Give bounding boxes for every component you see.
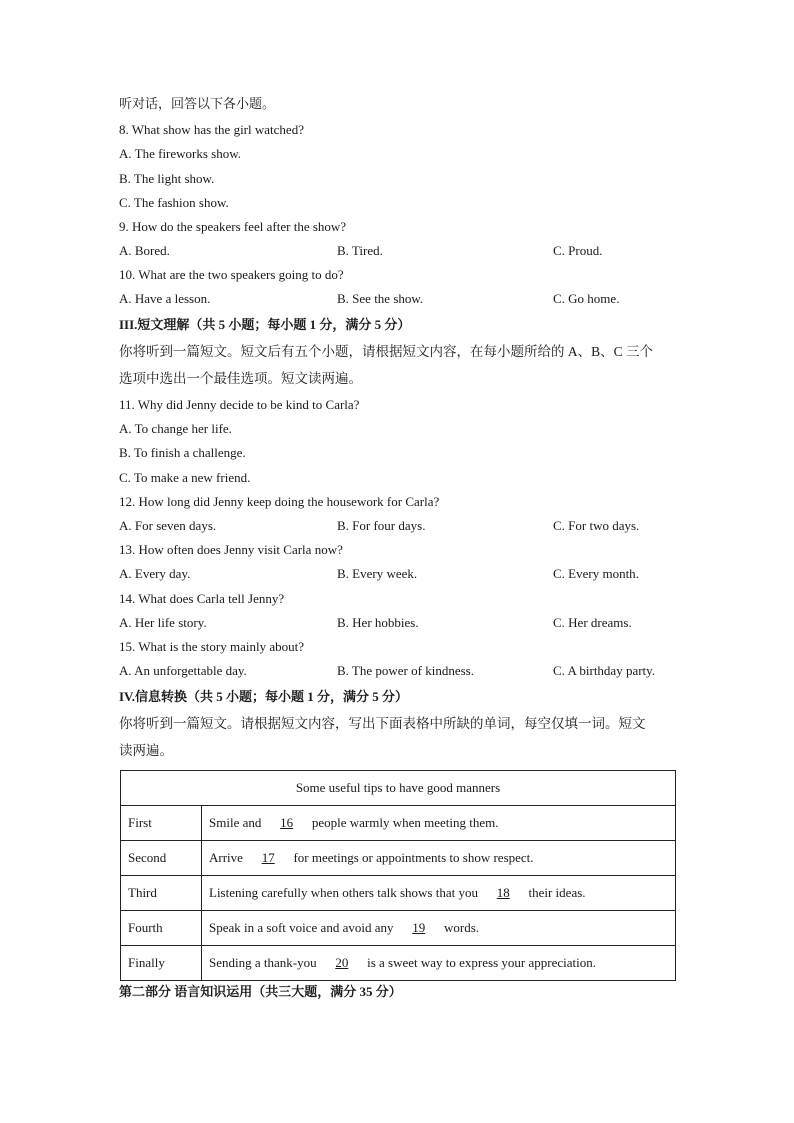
options-14 (119, 614, 679, 632)
options-13 (119, 565, 679, 583)
option-8a: A. The fireworks show. (119, 146, 242, 161)
table-row (121, 911, 676, 946)
section-4-intro-line1: 你将听到一篇短文。请根据短文内容，写出下面表格中所缺的单词，每空仅填一词。短文 (119, 716, 646, 731)
row-label: Third (121, 876, 202, 911)
section-4-intro-line2: 读两遍。 (119, 743, 173, 758)
options-10 (119, 290, 679, 308)
table-title: Some useful tips to have good manners (121, 771, 676, 806)
row-text-after: words. (443, 920, 480, 935)
row-content (202, 911, 676, 946)
question-10: 10. What are the two speakers going to do? (119, 267, 344, 282)
row-label: First (121, 806, 202, 841)
option-8b: B. The light show. (119, 171, 215, 186)
tips-table (120, 770, 676, 981)
option-12b: B. For four days. (337, 518, 426, 533)
answer-blank-19[interactable]: 19 (412, 920, 426, 935)
answer-blank-17[interactable]: 17 (261, 850, 275, 865)
answer-blank-20[interactable]: 20 (335, 955, 349, 970)
row-content (202, 806, 676, 841)
options-9 (119, 242, 679, 260)
option-11a: A. To change her life. (119, 421, 232, 436)
row-text-after: is a sweet way to express your appreciation. (367, 955, 596, 970)
option-14c: C. Her dreams. (553, 615, 632, 630)
option-8c: C. The fashion show. (119, 195, 229, 210)
answer-blank-18[interactable]: 18 (496, 885, 510, 900)
row-label: Second (121, 841, 202, 876)
section-3-intro-line2: 选项中选出一个最佳选项。短文读两遍。 (119, 371, 362, 386)
row-content (202, 876, 676, 911)
option-10c: C. Go home. (553, 291, 620, 306)
section-3-intro-line1: 你将听到一篇短文。短文后有五个小题，请根据短文内容，在每小题所给的 A、B、C 三个 (119, 344, 654, 359)
option-11b: B. To finish a challenge. (119, 445, 246, 460)
question-11: 11. Why did Jenny decide to be kind to Carla? (119, 397, 360, 412)
row-label: Finally (121, 946, 202, 981)
row-text-before: Sending a thank-you (209, 955, 317, 970)
option-10b: B. See the show. (337, 291, 424, 306)
question-14: 14. What does Carla tell Jenny? (119, 591, 285, 606)
row-text-after: people warmly when meeting them. (311, 815, 499, 830)
option-15b: B. The power of kindness. (337, 663, 474, 678)
section-4-heading: IV.信息转换（共 5 小题；每小题 1 分，满分 5 分） (119, 689, 409, 704)
question-12: 12. How long did Jenny keep doing the housework for Carla? (119, 494, 440, 509)
option-13b: B. Every week. (337, 566, 418, 581)
table-row (121, 841, 676, 876)
row-content (202, 946, 676, 981)
row-text-before: Arrive (209, 850, 243, 865)
option-15c: C. A birthday party. (553, 663, 656, 678)
row-label: Fourth (121, 911, 202, 946)
row-text-after: for meetings or appointments to show respect. (293, 850, 534, 865)
part-2-heading: 第二部分 语言知识运用（共三大题，满分 35 分） (119, 984, 402, 999)
option-14b: B. Her hobbies. (337, 615, 419, 630)
option-14a: A. Her life story. (119, 615, 207, 630)
row-text-before: Speak in a soft voice and avoid any (209, 920, 394, 935)
row-text-before: Listening carefully when others talk shows that you (209, 885, 478, 900)
table-header-row (121, 771, 676, 806)
option-10a: A. Have a lesson. (119, 291, 211, 306)
row-text-after: their ideas. (528, 885, 586, 900)
option-12c: C. For two days. (553, 518, 640, 533)
listening-instruction: 听对话，回答以下各小题。 (119, 96, 276, 111)
question-15: 15. What is the story mainly about? (119, 639, 304, 654)
question-9: 9. How do the speakers feel after the show? (119, 219, 347, 234)
options-12 (119, 517, 679, 535)
section-3-heading: III.短文理解（共 5 小题；每小题 1 分，满分 5 分） (119, 317, 411, 332)
options-15 (119, 662, 679, 680)
option-12a: A. For seven days. (119, 518, 217, 533)
table-row (121, 806, 676, 841)
option-9c: C. Proud. (553, 243, 603, 258)
option-15a: A. An unforgettable day. (119, 663, 247, 678)
table-row (121, 876, 676, 911)
option-11c: C. To make a new friend. (119, 470, 251, 485)
question-13: 13. How often does Jenny visit Carla now? (119, 542, 343, 557)
answer-blank-16[interactable]: 16 (280, 815, 294, 830)
option-9b: B. Tired. (337, 243, 383, 258)
table-row (121, 946, 676, 981)
option-13a: A. Every day. (119, 566, 191, 581)
row-content (202, 841, 676, 876)
question-8: 8. What show has the girl watched? (119, 122, 304, 137)
row-text-before: Smile and (209, 815, 262, 830)
option-9a: A. Bored. (119, 243, 170, 258)
option-13c: C. Every month. (553, 566, 639, 581)
